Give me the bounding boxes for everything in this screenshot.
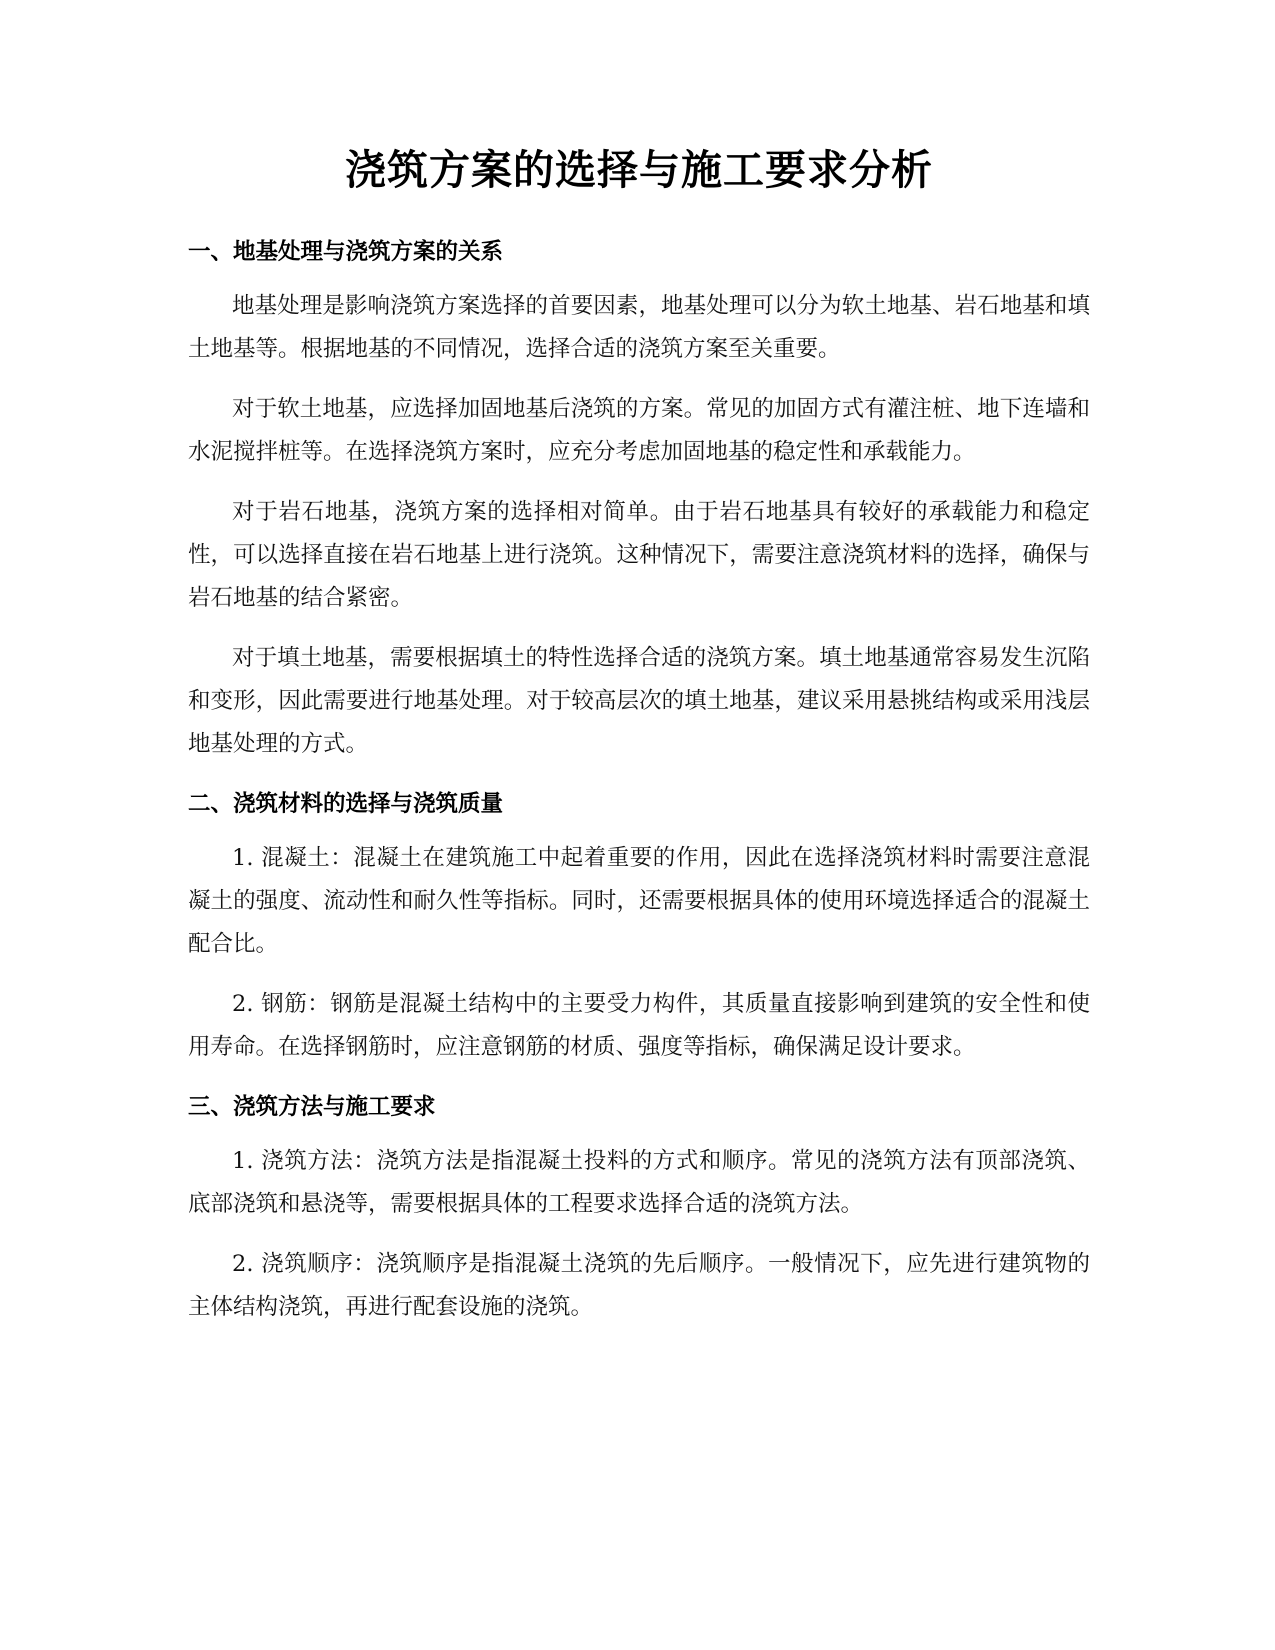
paragraph: 对于岩石地基，浇筑方案的选择相对简单。由于岩石地基具有较好的承载能力和稳定性，可以选择直接在岩石地基上进行浇筑。这种情况下，需要注意浇筑材料的选择，确保与岩石地基的结合紧密。	[188, 499, 1090, 611]
section-heading: 三、浇筑方法与施工要求	[188, 1094, 436, 1120]
document-title: 浇筑方案的选择与施工要求分析	[345, 146, 933, 194]
section-foundation-treatment	[188, 234, 1090, 766]
paragraph: 2. 钢筋：钢筋是混凝土结构中的主要受力构件，其质量直接影响到建筑的安全性和使用寿命。在选择钢筋时，应注意钢筋的材质、强度等指标，确保满足设计要求。	[188, 991, 1090, 1060]
paragraph: 地基处理是影响浇筑方案选择的首要因素，地基处理可以分为软土地基、岩石地基和填土地基等。根据地基的不同情况，选择合适的浇筑方案至关重要。	[188, 293, 1090, 362]
section-heading: 二、浇筑材料的选择与浇筑质量	[188, 791, 504, 817]
paragraph: 1. 混凝土：混凝土在建筑施工中起着重要的作用，因此在选择浇筑材料时需要注意混凝土的强度、流动性和耐久性等指标。同时，还需要根据具体的使用环境选择适合的混凝土配合比。	[188, 845, 1090, 957]
paragraph: 2. 浇筑顺序：浇筑顺序是指混凝土浇筑的先后顺序。一般情况下，应先进行建筑物的主体结构浇筑，再进行配套设施的浇筑。	[188, 1251, 1090, 1320]
section-materials	[188, 786, 1090, 1069]
paragraph: 对于填土地基，需要根据填土的特性选择合适的浇筑方案。填土地基通常容易发生沉陷和变形，因此需要进行地基处理。对于较高层次的填土地基，建议采用悬挑结构或采用浅层地基处理的方式。	[188, 645, 1090, 757]
paragraph: 1. 浇筑方法：浇筑方法是指混凝土投料的方式和顺序。常见的浇筑方法有顶部浇筑、底部浇筑和悬浇等，需要根据具体的工程要求选择合适的浇筑方法。	[188, 1148, 1090, 1217]
section-methods	[188, 1089, 1090, 1329]
section-heading: 一、地基处理与浇筑方案的关系	[188, 239, 504, 265]
paragraph: 对于软土地基，应选择加固地基后浇筑的方案。常见的加固方式有灌注桩、地下连墙和水泥搅拌桩等。在选择浇筑方案时，应充分考虑加固地基的稳定性和承载能力。	[188, 396, 1090, 465]
